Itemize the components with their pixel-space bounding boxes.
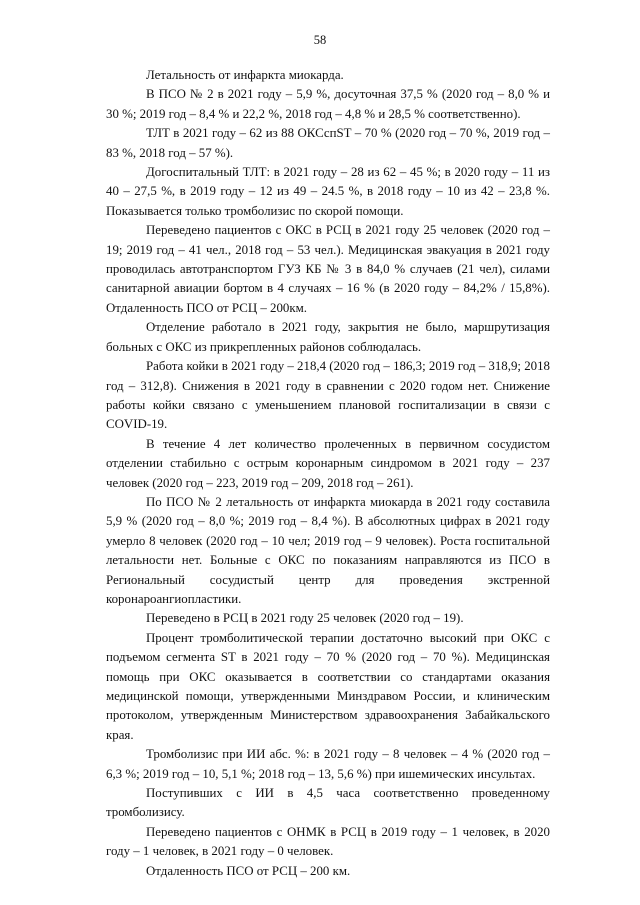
paragraph-distance: Отдаленность ПСО от РСЦ – 200 км.: [146, 863, 351, 878]
paragraph-department-work: Отделение работало в 2021 году, закрытия не было, маршрутизация больных с ОКС из прикрепленных районов соблюдалась.: [106, 320, 550, 354]
paragraph-prehospital-tlt: Догоспитальный ТЛТ: в 2021 году – 28 из 62 – 45 %; в 2020 году – 11 из 40 – 27,5 %, в 2019 году – 12 из 49 – 24.5 %, в 2018 году – 10 из 42 – 23,8 %. Показывается только тромболизис по скорой помощи.: [106, 165, 550, 218]
paragraph-admitted-4-5h: Поступивших с ИИ в 4,5 часа соответственно проведенному тромболизису.: [106, 786, 550, 820]
paragraph-treated-count: В течение 4 лет количество пролеченных в первичном сосудистом отделении стабильно с острым коронарным синдромом в 2021 году – 237 человек (2020 год – 223, 2019 год – 209, 2018 год – 261).: [106, 436, 550, 490]
document-body: [106, 66, 550, 881]
paragraph-thrombolytic-percent: Процент тромболитической терапии достаточно высокий при ОКС с подъемом сегмента ST в 2021 году – 70 % (2020 год – 70 %). Медицинская помощь при ОКС оказывается в соответствии со стандартами оказания медицинской помощи, утвержденными Минздравом России, и клиническим протоколом, утвержденным Министерством здравоохранения Забайкальского края.: [106, 630, 550, 742]
paragraph-transferred-rsc: Переведено в РСЦ в 2021 году 25 человек (2020 год – 19).: [146, 611, 464, 626]
paragraph-mortality-heading: Летальность от инфаркта миокарда.: [146, 68, 344, 82]
paragraph-transfers-rsc: Переведено пациентов с ОКС в РСЦ в 2021 году 25 человек (2020 год – 19; 2019 год – 41 чел., 2018 год – 53 чел.). Медицинская эвакуация в 2021 году проводилась автотранспортом ГУЗ КБ № 3 в 84,0 % случаев (21 чел), силами санитарной авиации бортом в 4 случаях – 16 % (в 2020 году – 84,2% / 15,8%). Отдаленность ПСО от РСЦ – 200км.: [106, 223, 550, 315]
page-number: 58: [313, 33, 327, 47]
paragraph-pso2-mortality: В ПСО № 2 в 2021 году – 5,9 %, досуточная 37,5 % (2020 год – 8,0 % и 30 %; 2019 год – 8,4 % и 22,2 %, 2018 год – 4,8 % и 28,5 % соответственно).: [106, 87, 550, 121]
paragraph-onmk-transfers: Переведено пациентов с ОНМК в РСЦ в 2019 году – 1 человек, в 2020 году – 1 человек, в 2021 году – 0 человек.: [106, 824, 550, 859]
paragraph-bed-work: Работа койки в 2021 году – 218,4 (2020 год – 186,3; 2019 год – 318,9; 2018 год – 312,8). Снижения в 2021 году в сравнении с 2020 годом нет. Снижение работы койки связано с уменьшением плановой госпитализации в связи с COVID-19.: [106, 359, 550, 432]
paragraph-stroke-thrombolysis: Тромболизис при ИИ абс. %: в 2021 году – 8 человек – 4 % (2020 год – 6,3 %; 2019 год – 10, 5,1 %; 2018 год – 13, 5,6 %) при ишемических инсультах.: [106, 747, 550, 781]
paragraph-tlt: ТЛТ в 2021 году – 62 из 88 ОКСспST – 70 % (2020 год – 70 %, 2019 год – 83 %, 2018 год – 57 %).: [106, 126, 550, 160]
paragraph-pso2-mi-mortality: По ПСО № 2 летальность от инфаркта миокарда в 2021 году составила 5,9 % (2020 год – 8,0 %; 2019 год – 8,4 %). В абсолютных цифрах в 2021 году умерло 8 человек (2020 год – 10 чел; 2019 год – 9 человек). Роста госпитальной летальности нет. Больные с ОКС по показаниям направляются из ПСО в Региональный сосудистый центр для проведения экстренной коронароангиопластики.: [106, 494, 550, 606]
